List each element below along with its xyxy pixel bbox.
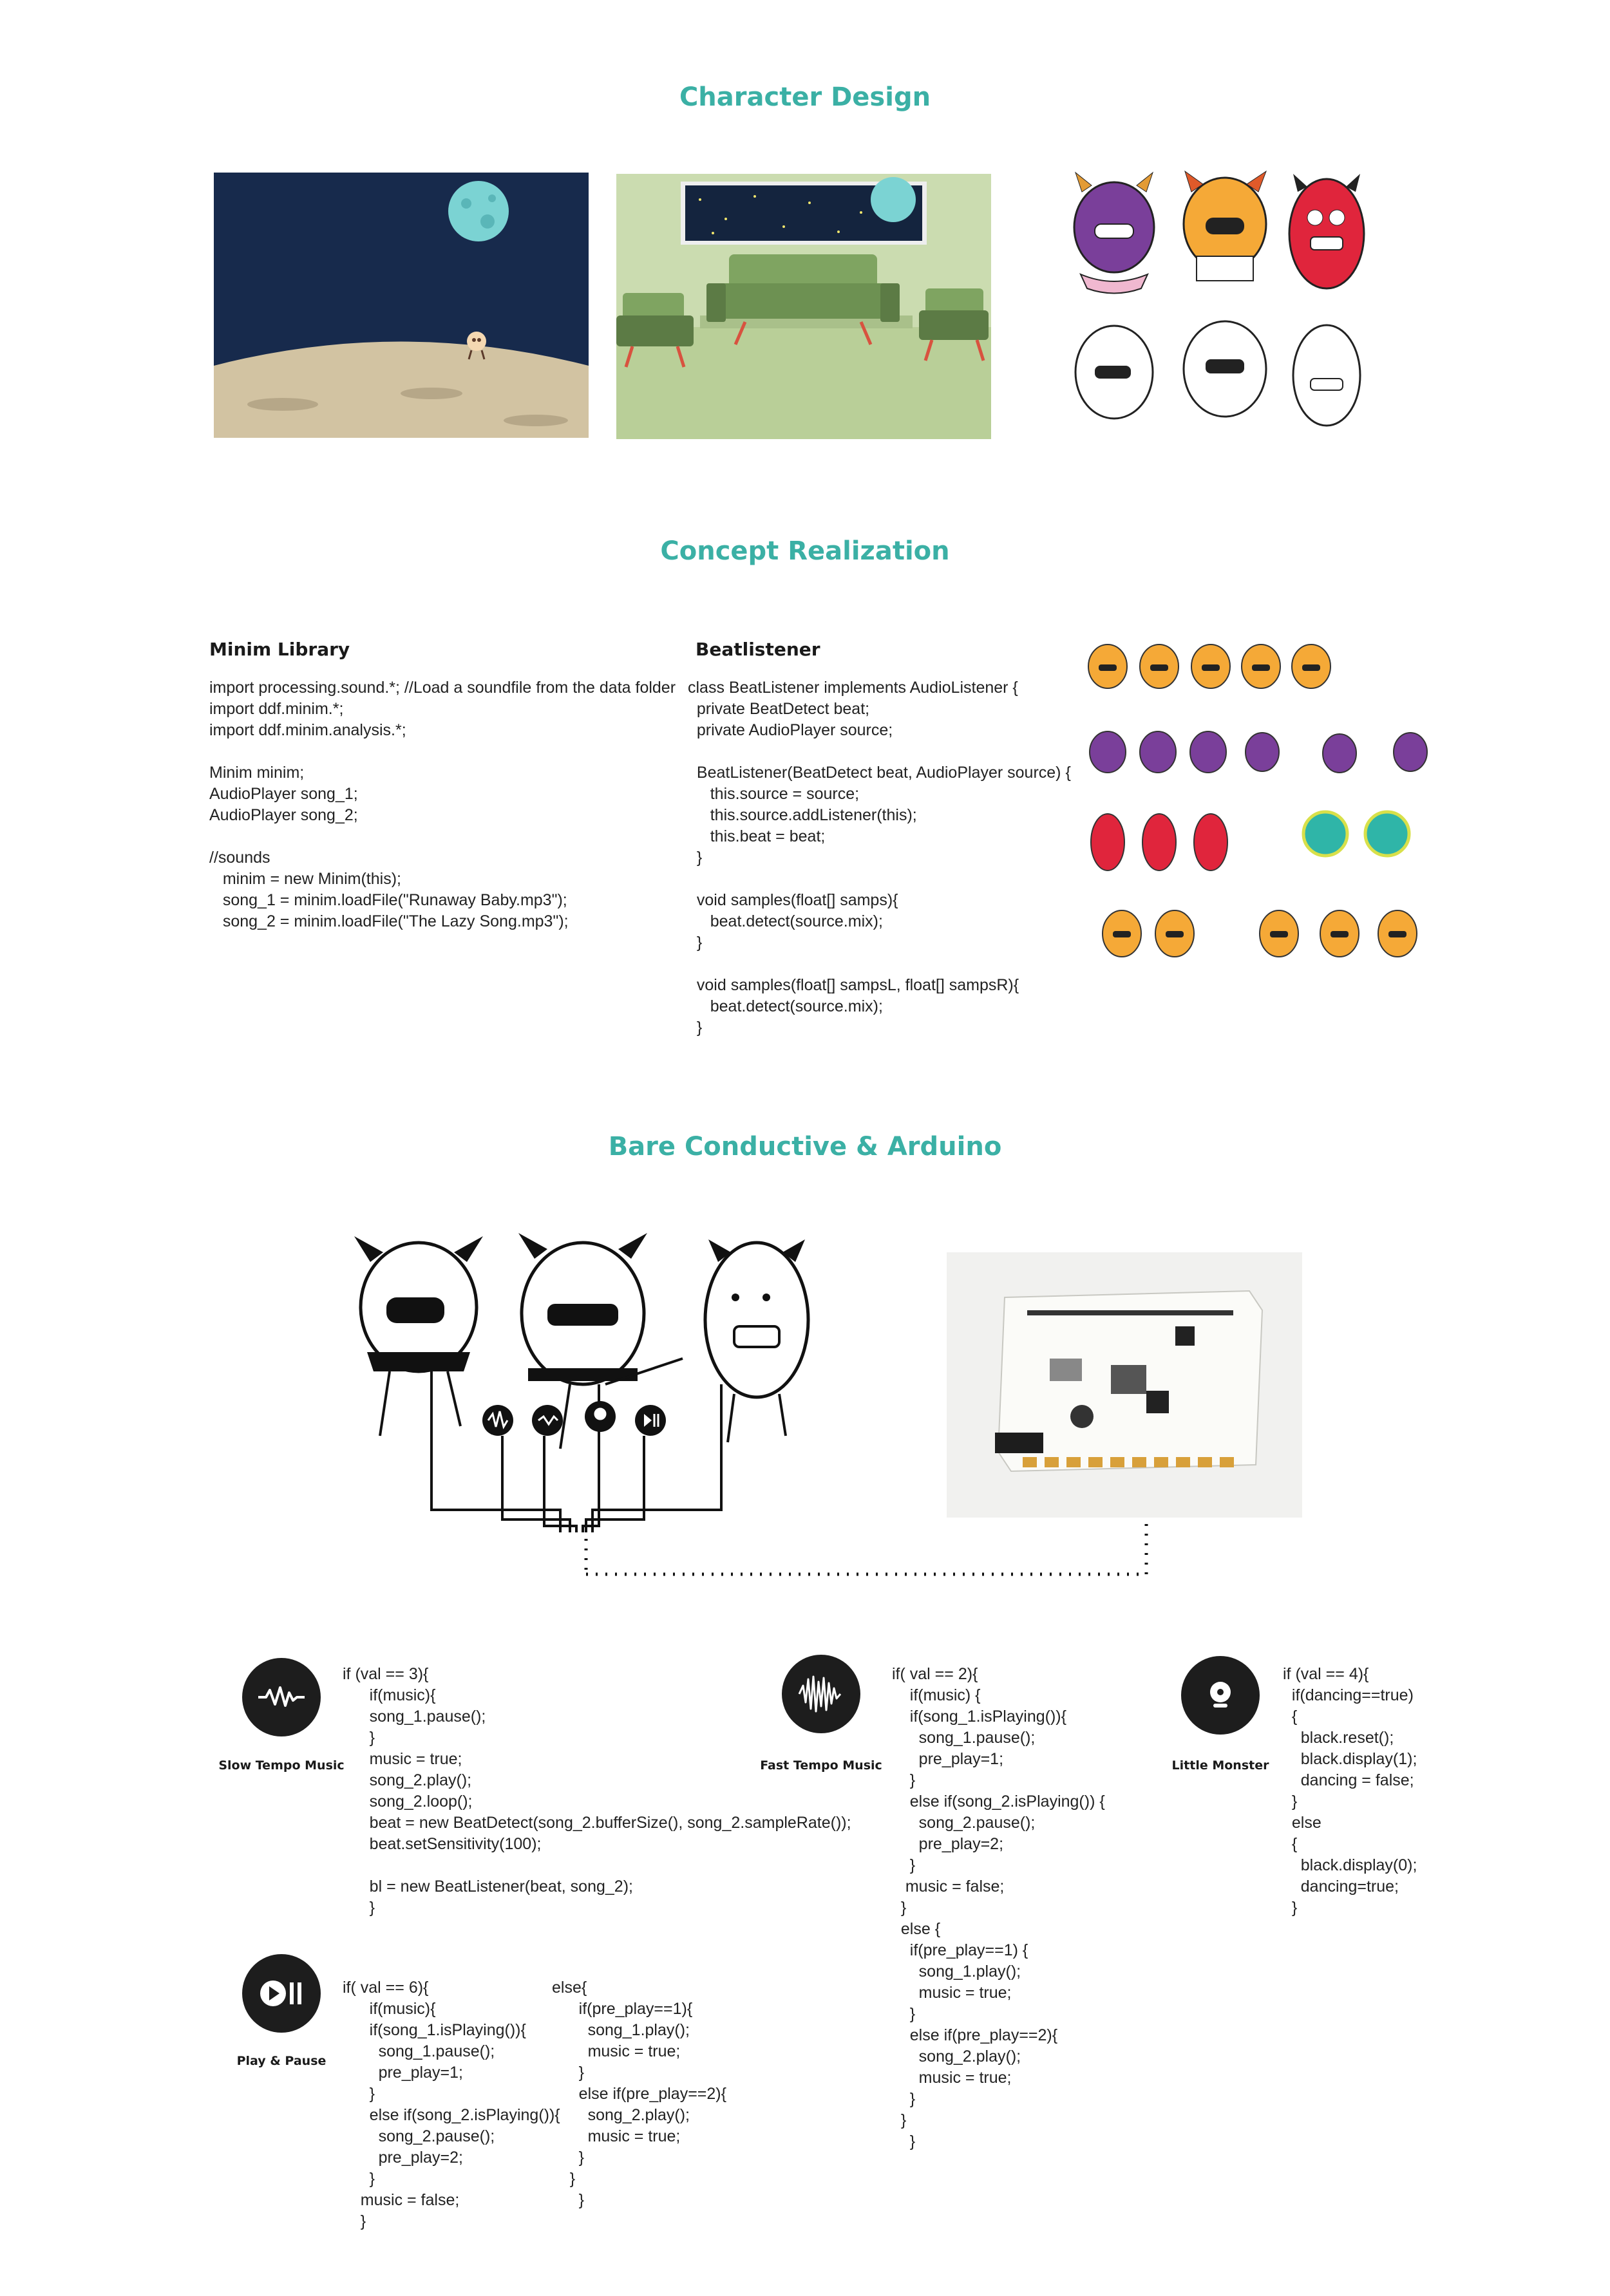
slow-wave-icon: [242, 1658, 321, 1736]
slow-tempo-label: Slow Tempo Music: [218, 1758, 345, 1773]
play-pause-code-if: if( val == 6){ if(music){ if(song_1.isPlaying()){ song_1.pause(); pre_play=1; } else if(song_2.isPlaying()){ song_2.pause(); pre_play=2; } music = false; }: [343, 1979, 560, 2230]
living-room-image: [616, 174, 991, 439]
monster-characters-image: [1056, 166, 1391, 449]
little-monster-icon: [1181, 1656, 1260, 1735]
fast-tempo-code: if( val == 2){ if(music) { if(song_1.isPlaying()){ song_1.pause(); pre_play=1; } else if(song_2.isPlaying()) { song_2.pause(); pre_play=2; } music = false; } else { if(pre_play==1) { song_1.play(); music = true; } else if(pre_play==2){ song_2.play(); music = true; } } }: [892, 1665, 1105, 2150]
beatlistener-title: Beatlistener: [696, 639, 820, 660]
character-design-heading: Character Design: [679, 82, 931, 112]
beatlistener-code: class BeatListener implements AudioListener { private BeatDetect beat; private AudioPlayer source; BeatListener(BeatDetect beat, AudioPlayer source) { this.source = source; this.source.addListener(this); this.beat = beat; } void samples(float[] samps){ beat.detect(source.mix); } void samples(float[] sampsL, float[] sampsR){ beat.detect(source.mix); }: [688, 679, 1071, 1037]
moon-scene-image: [214, 173, 589, 438]
bare-conductive-heading: Bare Conductive & Arduino: [608, 1132, 1002, 1162]
play-pause-icon: [242, 1954, 321, 2033]
monster-sprite-sheet-image: [1082, 637, 1468, 979]
little-monster-code: if (val == 4){ if(dancing==true) { black.reset(); black.display(1); dancing = false; } else { black.display(0); dancing=true; }: [1283, 1665, 1417, 1917]
minim-library-title: Minim Library: [209, 639, 350, 660]
fast-wave-icon: [782, 1655, 860, 1733]
slow-tempo-code: if (val == 3){ if(music){ song_1.pause(); } music = true; song_2.play(); song_2.loop(); beat = new BeatDetect(song_2.bufferSize(), song_2.sampleRate()); beat.setSensitivity(100); bl = new BeatListener(beat, song_2); }: [343, 1665, 851, 1917]
fast-tempo-label: Fast Tempo Music: [760, 1758, 882, 1773]
touch-board-image: [947, 1252, 1302, 1518]
concept-realization-heading: Concept Realization: [660, 536, 950, 566]
play-pause-code-else: else{ if(pre_play==1){ song_1.play(); music = true; } else if(pre_play==2){ song_2.play(); music = true; } } }: [552, 1979, 726, 2209]
little-monster-label: Little Monster: [1171, 1758, 1269, 1773]
play-pause-label: Play & Pause: [236, 2054, 327, 2068]
minim-library-code: import processing.sound.*; //Load a soundfile from the data folder import ddf.minim.*; import ddf.minim.analysis.*; Minim minim; AudioPlayer song_1; AudioPlayer song_2; //sounds minim = new Minim(this); song_1 = minim.loadFile("Runaway Baby.mp3"); song_2 = minim.loadFile("The Lazy Song.mp3");: [209, 679, 676, 930]
